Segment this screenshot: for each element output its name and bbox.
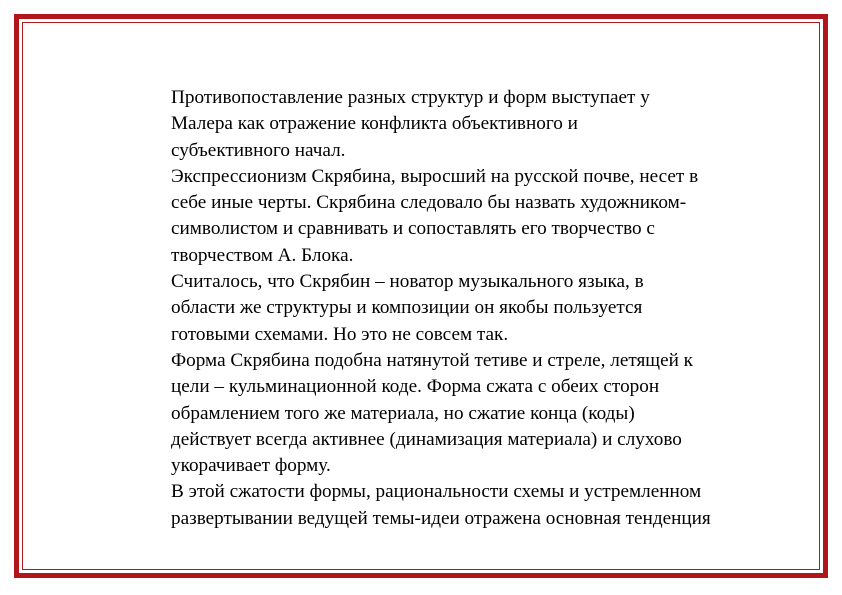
text-line: Экспрессионизм Скрябина, выросший на русской почве, несет в — [171, 165, 699, 187]
text-line: Форма Скрябина подобна натянутой тетиве и стреле, летящей к — [171, 349, 693, 371]
text-line: Считалось, что Скрябин – новатор музыкального языка, в — [171, 271, 644, 293]
text-line: Малера как отражение конфликта объективного и — [171, 113, 578, 135]
body-text — [171, 85, 791, 532]
text-line: символистом и сравнивать и сопоставлять его творчество с — [171, 218, 655, 240]
text-line: обрамлением того же материала, но сжатие конца (коды) — [171, 402, 635, 424]
text-line: цели – кульминационной коде. Форма сжата с обеих сторон — [171, 376, 660, 398]
text-line: творчеством А. Блока. — [171, 244, 354, 266]
text-line: себе иные черты. Скрябина следовало бы назвать художником- — [171, 192, 687, 214]
text-line: готовыми схемами. Но это не совсем так. — [171, 323, 509, 345]
text-line: Противопоставление разных структур и форм выступает у — [171, 87, 650, 108]
text-line: развертывании ведущей темы-идеи отражена основная тенденция — [171, 507, 711, 529]
text-line: субъективного начал. — [171, 139, 346, 161]
text-line: действует всегда активнее (динамизация материала) и слухово — [171, 428, 682, 450]
text-line: области же структуры и композиции он якобы пользуется — [171, 297, 643, 319]
text-line: укорачивает форму. — [171, 455, 331, 477]
text-line: В этой сжатости формы, рациональности схемы и устремленном — [171, 481, 702, 503]
